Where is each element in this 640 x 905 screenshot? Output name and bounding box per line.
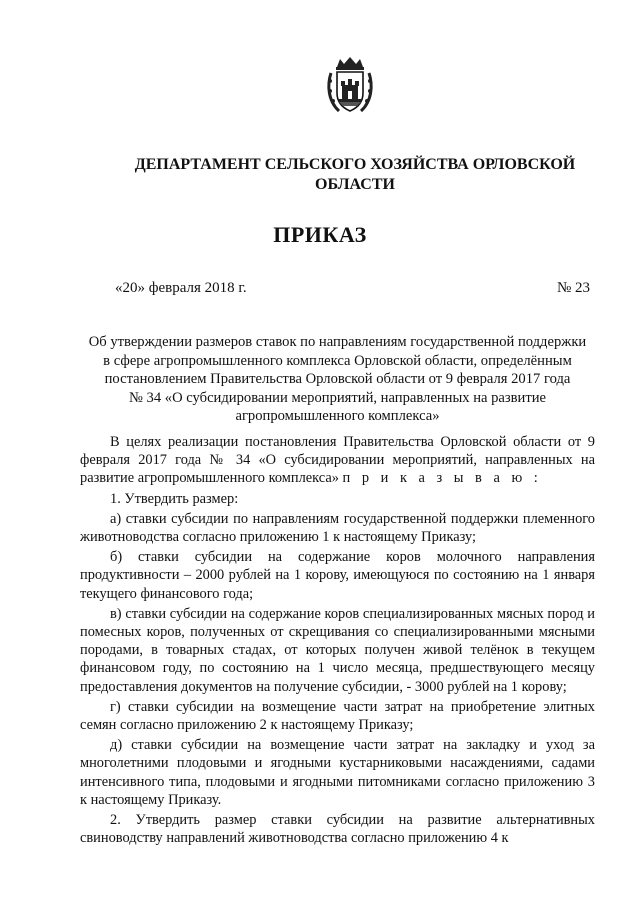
subject-line: в сфере агропромышленного комплекса Орловской области, определённым [103, 352, 572, 369]
preamble-paragraph [80, 433, 595, 488]
subject-line: № 34 «О субсидировании мероприятий, направленных на развитие [128, 389, 547, 406]
subject-line: агропромышленного комплекса» [235, 408, 440, 424]
document-type-title: ПРИКАЗ [273, 222, 367, 247]
order-item: в) ставки субсидии на содержание коров специализированных мясных пород и помесных коров, полученных от скрещивания со специализированными мясными породами, в товарных стадах, от которых получен живой телёнок в текущем финансовом году, по состоянию на 1 число месяца, предшествующего месяцу предоставления документов на получение субсидии, - 3000 рублей на 1 корову; [80, 605, 595, 695]
order-verb: п р и к а з ы в а ю : [342, 470, 542, 487]
order-item: 1. Утвердить размер: [110, 490, 239, 507]
order-subject [70, 333, 605, 426]
order-number: № 23 [557, 280, 591, 296]
order-date: «20» февраля 2018 г. [115, 280, 247, 296]
order-item: а) ставки субсидии по направлениям государственной поддержки племенного животноводства согласно приложению 1 к настоящему Приказу; [80, 510, 595, 546]
department-line-1: ДЕПАРТАМЕНТ СЕЛЬСКОГО ХОЗЯЙСТВА ОРЛОВСКОЙ [134, 156, 576, 173]
order-body [80, 433, 595, 849]
order-item: б) ставки субсидии на содержание коров молочного направления продуктивности – 2000 рублей на 1 корову, имеющуюся по состоянию на 1 января текущего финансового года; [80, 549, 595, 602]
department-line-2: ОБЛАСТИ [315, 176, 395, 193]
subject-line: постановлением Правительства Орловской области от 9 февраля 2017 года [104, 371, 571, 387]
order-item: д) ставки субсидии на возмещение части затрат на закладку и уход за многолетними плодовыми и ягодными кустарниковыми насаждениями, садами интенсивного типа, плодовыми и ягодными питомниками согласно приложению 3 к настоящему Приказу. [80, 737, 595, 808]
preamble-text: В целях реализации постановления Правительства Орловской области от 9 февраля 2017 года № 34 «О субсидировании мероприятий, направленных на развитие агропромышленного комплекса» [80, 434, 595, 487]
subject-line: Об утверждении размеров ставок по направлениям государственной поддержки [88, 334, 587, 350]
coat-of-arms-emblem [325, 55, 375, 117]
order-item: 2. Утвердить размер ставки субсидии на развитие альтернативных свиноводству направлений животноводства согласно приложению 4 к [80, 812, 595, 847]
department-heading [120, 155, 590, 195]
order-item: г) ставки субсидии на возмещение части затрат на приобретение элитных семян согласно приложению 2 к настоящему Приказу; [80, 698, 595, 734]
